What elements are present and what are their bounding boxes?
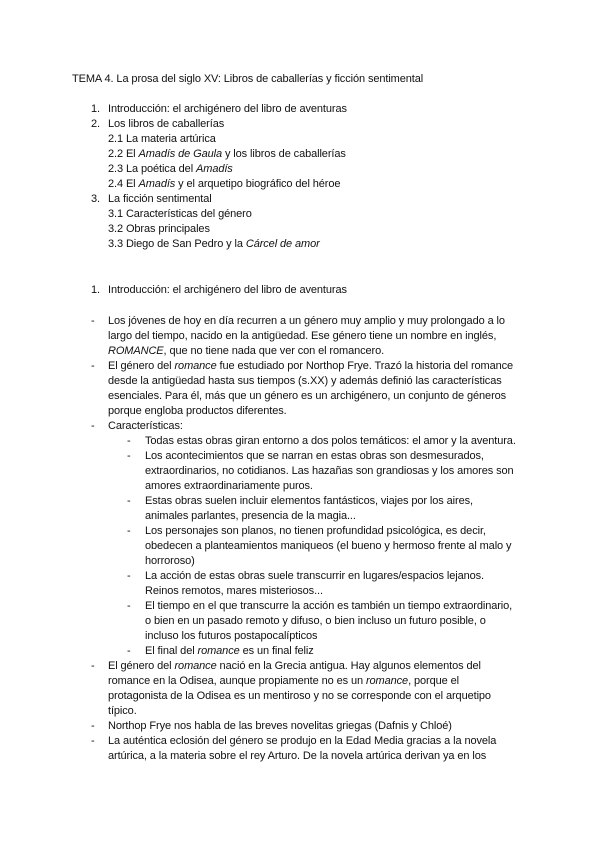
sub-bullet-line: El tiempo en el que transcurre la acción es también un tiempo extraordinario,: [145, 600, 513, 612]
document-title: TEMA 4. La prosa del siglo XV: Libros de caballerías y ficción sentimental: [72, 73, 424, 85]
toc-subitem-text: 2.3 La poética del: [108, 163, 197, 175]
paragraph-text: es un final feliz: [239, 645, 314, 657]
paragraph-text: El género del: [108, 360, 175, 372]
toc-number: 2.: [91, 118, 100, 130]
paragraph-line: típico.: [108, 705, 137, 717]
sub-bullet-line: amores extraordinariamente puros.: [145, 480, 313, 492]
toc-subitem: 3.2 Obras principales: [108, 223, 210, 235]
paragraph-line: desde la antigüedad hasta sus tiempos (s.XX) y además definió las características: [108, 375, 502, 387]
toc-subitem-italic: Amadís: [138, 178, 176, 190]
paragraph-line: porque engloba productos diferentes.: [108, 405, 287, 417]
sub-bullet-line: Los personajes son planos, no tienen profundidad psicológica, es decir,: [145, 525, 486, 537]
sub-bullet-line: incluso los futuros postapocalípticos: [145, 630, 318, 642]
toc-number: 3.: [91, 193, 100, 205]
bullet-dash: -: [91, 360, 95, 372]
sub-bullet-line: [145, 644, 314, 659]
bullet-dash: -: [91, 315, 95, 327]
paragraph-text: fue estudiado por Northop Frye. Trazó la historia del romance: [216, 360, 514, 372]
bullet-dash: -: [91, 720, 95, 732]
sub-bullet-line: extraordinarios, no cotidianos. Las hazañas son grandiosas y los amores son: [145, 465, 514, 477]
paragraph-text: nació en la Grecia antigua. Hay algunos elementos del: [216, 660, 481, 672]
paragraph-italic: ROMANCE: [108, 345, 164, 357]
toc-subitem-text: y el arquetipo biográfico del héroe: [175, 178, 341, 190]
paragraph-line: largo del tiempo, nacido en la antigüedad. Ese género tiene un nombre en inglés,: [108, 330, 497, 342]
paragraph-italic: romance: [174, 360, 217, 372]
paragraph-italic: romance: [365, 675, 409, 687]
sub-bullet-line: o bien en un pasado remoto y difuso, o bien incluso un futuro posible, o: [145, 615, 486, 627]
paragraph-italic: romance: [174, 660, 217, 672]
paragraph-text: romance en la Odisea, aunque propiamente no es un: [108, 675, 366, 687]
paragraph-text: El final del: [145, 645, 198, 657]
sub-bullet-line: Los acontecimientos que se narran en estas obras son desmesurados,: [145, 450, 484, 462]
sub-bullet-line: Reinos remotos, mares misteriosos...: [145, 585, 323, 597]
paragraph-line: artúrica, a la materia sobre el rey Arturo. De la novela artúrica derivan ya en los: [108, 750, 487, 762]
sub-bullet-dash: -: [127, 525, 131, 537]
toc-subitem: [108, 162, 233, 177]
sub-bullet-line: obedecen a planteamientos maniqueos (el bueno y hermoso frente al malo y: [145, 540, 512, 552]
toc-item-ficcion-sentimental: La ficción sentimental: [108, 193, 212, 205]
sub-bullet-line: Todas estas obras giran entorno a dos polos temáticos: el amor y la aventura.: [145, 435, 516, 447]
bullet-dash: -: [91, 735, 95, 747]
paragraph-line: La auténtica eclosión del género se produjo en la Edad Media gracias a la novela: [108, 735, 497, 747]
sub-bullet-dash: -: [127, 450, 131, 462]
toc-subitem: [108, 177, 340, 192]
sub-bullet-dash: -: [127, 645, 131, 657]
sub-bullet-line: horroroso): [145, 555, 195, 567]
toc-subitem-italic: Amadís: [196, 163, 233, 175]
paragraph-line: [108, 659, 481, 674]
toc-subitem: 3.1 Características del género: [108, 208, 252, 220]
paragraph-line: [108, 674, 459, 689]
sub-bullet-dash: -: [127, 495, 131, 507]
toc-subitem-italic: Cárcel de amor: [245, 238, 320, 250]
section-heading: Introducción: el archigénero del libro de aventuras: [108, 284, 347, 296]
bullet-dash: -: [91, 420, 95, 432]
sub-bullet-dash: -: [127, 435, 131, 447]
sub-bullet-line: Estas obras suelen incluir elementos fantásticos, viajes por los aires,: [145, 495, 473, 507]
toc-subitem-text: 2.2 El: [108, 148, 139, 160]
paragraph-italic: romance: [197, 645, 240, 657]
toc-subitem: 2.1 La materia artúrica: [108, 133, 216, 145]
sub-bullet-line: La acción de estas obras suele transcurrir en lugares/espacios lejanos.: [145, 570, 484, 582]
paragraph-line: esenciales. Para él, más que un género es un archigénero, un conjunto de géneros: [108, 390, 507, 402]
paragraph-line: Características:: [108, 420, 183, 432]
sub-bullet-dash: -: [127, 570, 131, 582]
paragraph-line: Northop Frye nos habla de las breves novelitas griegas (Dafnis y Chloé): [108, 720, 452, 732]
toc-item-introduccion: Introducción: el archigénero del libro de aventuras: [108, 103, 347, 115]
toc-subitem-italic: Amadís de Gaula: [138, 148, 222, 160]
toc-subitem: [108, 147, 346, 162]
paragraph-line: protagonista de la Odisea es un mentiroso y no se corresponde con el arquetipo: [108, 690, 491, 702]
paragraph-line: [108, 359, 513, 374]
sub-bullet-line: animales parlantes, presencia de la magia...: [145, 510, 356, 522]
section-number: 1.: [91, 284, 100, 296]
paragraph-text: , que no tiene nada que ver con el romancero.: [163, 345, 385, 357]
toc-number: 1.: [91, 103, 100, 115]
sub-bullet-dash: -: [127, 600, 131, 612]
paragraph-line: [108, 344, 384, 359]
toc-item-libros-caballerias: Los libros de caballerías: [108, 118, 225, 130]
toc-subitem: [108, 237, 320, 252]
paragraph-line: Los jóvenes de hoy en día recurren a un género muy amplio y muy prolongado a lo: [108, 315, 505, 327]
toc-subitem-text: 2.4 El: [108, 178, 139, 190]
toc-subitem-text: 3.3 Diego de San Pedro y la: [108, 238, 246, 250]
bullet-dash: -: [91, 660, 95, 672]
paragraph-text: , porque el: [408, 675, 459, 687]
paragraph-text: El género del: [108, 660, 175, 672]
toc-subitem-text: y los libros de caballerías: [222, 148, 346, 160]
